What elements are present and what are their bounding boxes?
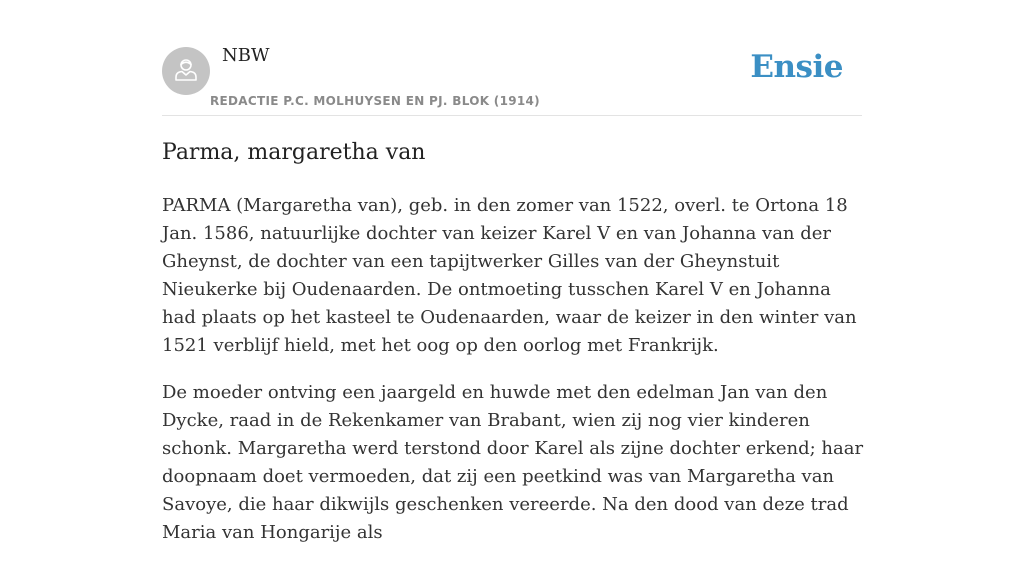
article-header <box>162 0 862 116</box>
article-paragraph: PARMA (Margaretha van), geb. in den zomer van 1522, overl. te Ortona 18 Jan. 1586, natuurlijke dochter van keizer Karel V en van Johanna van der Gheynst, de dochter van een tapijtwerker Gilles van der Gheynstuit Nieukerke bij Oudenaarden. De ontmoeting tusschen Karel V en Johanna had plaats op het kasteel te Oudenaarden, waar de keizer in den winter van 1521 verblijf hield, met het oog op den oorlog met Frankrijk. <box>162 195 857 356</box>
page-title: Parma, margaretha van <box>162 140 426 165</box>
user-icon <box>172 55 200 88</box>
article-paragraph: De moeder ontving een jaargeld en huwde met den edelman Jan van den Dycke, raad in de Rekenkamer van Brabant, wien zij nog vier kinderen schonk. Margaretha werd terstond door Karel als zijne dochter erkend; haar doopnaam doet vermoeden, dat zij een peetkind was van Margaretha van Savoye, die haar dikwijls geschenken vereerde. Na den dood van deze trad Maria van Hongarije als <box>162 382 864 543</box>
article-body <box>162 192 866 566</box>
author-credit: REDACTIE P.C. MOLHUYSEN EN PJ. BLOK (1914) <box>210 94 540 108</box>
avatar[interactable] <box>162 47 210 95</box>
brand-logo[interactable]: Ensie <box>750 49 843 85</box>
author-name[interactable]: NBW <box>222 45 270 66</box>
